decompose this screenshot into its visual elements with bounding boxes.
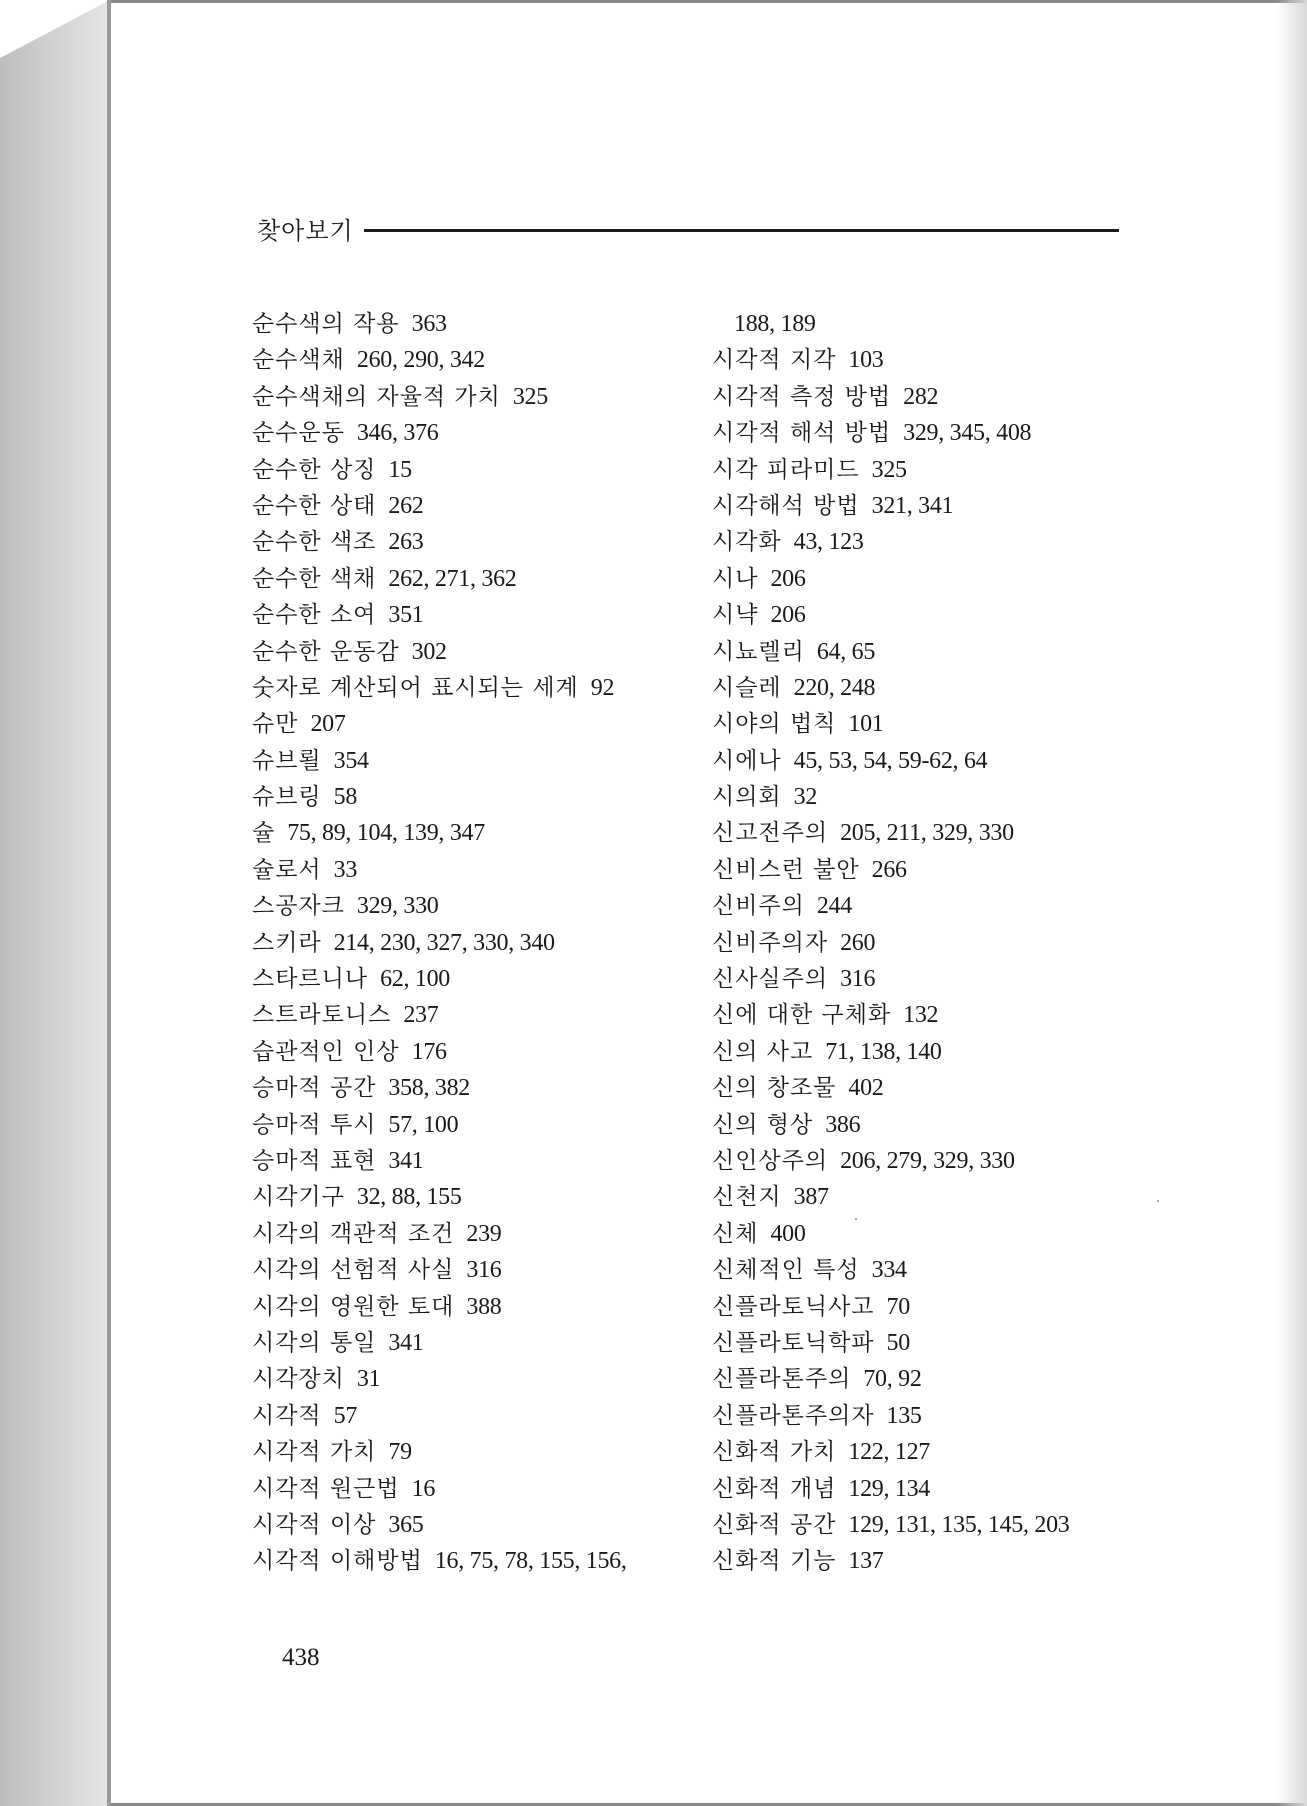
index-pages: 45, 53, 54, 59-62, 64	[793, 747, 988, 774]
index-entry	[252, 488, 722, 524]
index-pages: 135	[886, 1402, 922, 1429]
index-pages: 57	[333, 1402, 358, 1429]
index-entry	[252, 997, 722, 1033]
index-term: 신비주의자	[712, 929, 829, 956]
index-entry	[712, 961, 1182, 997]
index-term: 시각의 선험적 사실	[252, 1257, 455, 1284]
index-entry	[712, 779, 1182, 815]
index-term: 시각적	[252, 1402, 322, 1429]
index-term: 시에나	[712, 747, 782, 774]
index-entry	[252, 1252, 722, 1288]
index-entry	[252, 779, 722, 815]
index-pages: 50	[886, 1329, 910, 1356]
index-pages: 79	[388, 1439, 412, 1466]
index-pages: 206	[770, 602, 806, 629]
index-pages: 260	[840, 929, 876, 956]
index-entry	[712, 743, 1182, 779]
index-entry	[252, 1034, 722, 1070]
index-entry	[712, 597, 1182, 633]
index-pages: 205, 211, 329, 330	[840, 820, 1014, 847]
index-pages: 239	[466, 1220, 502, 1247]
index-entry	[712, 452, 1182, 488]
index-pages: 341	[388, 1147, 424, 1174]
index-term: 시각적 이해방법	[252, 1548, 423, 1575]
index-term: 스트라토니스	[252, 1002, 392, 1029]
index-term: 시뇨렐리	[712, 638, 805, 665]
index-entry	[252, 342, 722, 378]
index-entry	[712, 306, 1182, 342]
index-entry	[252, 1143, 722, 1179]
index-pages: 237	[403, 1002, 439, 1029]
index-entry	[252, 634, 722, 670]
index-pages: 15	[388, 456, 412, 483]
index-pages: 354	[333, 747, 369, 774]
index-entry	[252, 1434, 722, 1470]
index-term: 시각의 영원한 토대	[252, 1293, 455, 1320]
index-term: 시각적 측정 방법	[712, 383, 892, 410]
index-pages: 365	[388, 1511, 424, 1538]
index-pages: 260, 290, 342	[356, 347, 485, 374]
page-number: 438	[282, 1644, 320, 1671]
index-entry	[252, 452, 722, 488]
index-pages: 64, 65	[816, 638, 876, 665]
index-term: 순수한 색채	[252, 565, 377, 592]
index-term: 승마적 표현	[252, 1147, 377, 1174]
index-entry	[712, 1216, 1182, 1252]
index-term: 숫자로 계산되어 표시되는 세계	[252, 674, 579, 701]
index-pages: 33	[333, 856, 358, 883]
index-entry	[712, 1507, 1182, 1543]
index-entry	[252, 1398, 722, 1434]
index-pages: 351	[388, 602, 424, 629]
index-term: 시각적 원근법	[252, 1475, 400, 1502]
index-term: 신천지	[712, 1184, 782, 1211]
index-pages: 57, 100	[388, 1111, 459, 1138]
index-term: 신체	[712, 1220, 759, 1247]
index-term: 시슬레	[712, 674, 782, 701]
index-term: 시각의 객관적 조건	[252, 1220, 455, 1247]
index-term: 슈만	[252, 711, 299, 738]
index-term: 신비스런 불안	[712, 856, 860, 883]
index-pages: 62, 100	[380, 966, 450, 993]
index-entry	[712, 925, 1182, 961]
index-entry	[712, 1252, 1182, 1288]
index-pages: 101	[848, 711, 884, 738]
index-term: 신화적 공간	[712, 1511, 837, 1538]
page-right-shadow	[1277, 0, 1307, 1806]
running-header	[257, 208, 1119, 248]
index-entry	[252, 1179, 722, 1215]
index-pages: 263	[388, 529, 424, 556]
index-pages: 122, 127	[848, 1439, 931, 1466]
index-pages: 302	[411, 638, 447, 665]
header-rule	[364, 229, 1119, 232]
index-term: 스타르니나	[252, 966, 369, 993]
index-entry	[252, 852, 722, 888]
index-term: 시각의 통일	[252, 1329, 377, 1356]
index-pages: 70	[886, 1293, 910, 1320]
index-term: 슐로서	[252, 856, 322, 883]
index-term: 순수한 상징	[252, 456, 377, 483]
index-pages: 92	[590, 674, 615, 701]
page-top-border	[111, 0, 1307, 3]
index-entry	[252, 1216, 722, 1252]
index-term: 신화적 기능	[712, 1548, 837, 1575]
index-term: 신의 창조물	[712, 1075, 837, 1102]
index-term: 신사실주의	[712, 966, 829, 993]
index-entry	[712, 1107, 1182, 1143]
index-entry	[252, 1471, 722, 1507]
index-term: 신에 대한 구체화	[712, 1002, 892, 1029]
index-entry	[252, 743, 722, 779]
index-entry	[712, 1471, 1182, 1507]
index-pages: 31	[356, 1366, 381, 1393]
index-term: 시냑	[712, 602, 759, 629]
index-entry	[712, 852, 1182, 888]
index-pages: 402	[848, 1075, 884, 1102]
index-pages: 329, 345, 408	[903, 420, 1032, 447]
index-pages: 71, 138, 140	[825, 1038, 942, 1065]
index-pages: 334	[871, 1257, 907, 1284]
index-pages: 325	[512, 383, 548, 410]
index-entry	[712, 1361, 1182, 1397]
index-pages: 346, 376	[356, 420, 439, 447]
index-term: 신화적 개념	[712, 1475, 837, 1502]
index-term: 신의 사고	[712, 1038, 814, 1065]
index-term: 시각화	[712, 529, 782, 556]
index-entry	[712, 1034, 1182, 1070]
index-term: 신플라톤주의자	[712, 1402, 875, 1429]
index-pages: 262, 271, 362	[388, 565, 517, 592]
index-pages: 58	[333, 784, 358, 811]
index-entry	[252, 597, 722, 633]
index-pages: 132	[903, 1002, 939, 1029]
index-term: 순수색의 작용	[252, 311, 400, 337]
index-term: 신비주의	[712, 893, 805, 920]
index-term: 시각해석 방법	[712, 492, 860, 519]
index-term: 신플라톤주의	[712, 1366, 852, 1393]
index-entry	[252, 961, 722, 997]
index-pages: 400	[770, 1220, 806, 1247]
index-column-left	[252, 306, 722, 1580]
index-pages: 386	[825, 1111, 861, 1138]
index-term: 시각적 지각	[712, 347, 837, 374]
index-pages: 325	[871, 456, 907, 483]
index-entry	[712, 1179, 1182, 1215]
index-pages: 321, 341	[871, 492, 954, 519]
index-entry	[712, 1398, 1182, 1434]
index-term: 스공자크	[252, 893, 345, 920]
index-entry	[252, 1070, 722, 1106]
index-entry	[252, 1325, 722, 1361]
index-term: 신화적 가치	[712, 1439, 837, 1466]
index-entry	[712, 670, 1182, 706]
index-entry	[712, 342, 1182, 378]
index-entry	[252, 415, 722, 451]
index-term: 시야의 법칙	[712, 711, 837, 738]
index-term: 순수한 색조	[252, 529, 377, 556]
index-term: 순수색채	[252, 347, 345, 374]
index-pages: 316	[466, 1257, 502, 1284]
index-pages: 282	[903, 383, 939, 410]
index-term: 시각적 이상	[252, 1511, 377, 1538]
index-entry	[712, 634, 1182, 670]
index-term: 시각장치	[252, 1366, 345, 1393]
index-pages: 206	[770, 565, 806, 592]
index-term: 순수한 상태	[252, 492, 377, 519]
index-term: 순수운동	[252, 420, 345, 447]
index-entry	[712, 1289, 1182, 1325]
index-entry	[712, 888, 1182, 924]
index-pages: 176	[411, 1038, 447, 1065]
index-entry	[712, 1543, 1182, 1579]
index-entry	[712, 1325, 1182, 1361]
index-pages: 341	[388, 1329, 424, 1356]
header-title: 찾아보기	[257, 216, 354, 245]
index-column-right	[712, 306, 1182, 1580]
index-pages: 16	[411, 1475, 436, 1502]
index-term: 시각적 가치	[252, 1439, 377, 1466]
index-entry	[252, 1543, 722, 1579]
index-pages: 262	[388, 492, 424, 519]
index-term: 슈브링	[252, 784, 322, 811]
index-term: 시의회	[712, 784, 782, 811]
index-entry	[712, 524, 1182, 560]
index-entry	[712, 1434, 1182, 1470]
index-pages: 220, 248	[793, 674, 876, 701]
index-entry	[252, 306, 722, 342]
index-entry	[712, 997, 1182, 1033]
index-pages: 207	[310, 711, 346, 738]
index-term: 슈브뢸	[252, 747, 322, 774]
index-entry	[252, 670, 722, 706]
index-pages: 16, 75, 78, 155, 156,	[434, 1548, 627, 1575]
index-term: 습관적인 인상	[252, 1038, 400, 1065]
index-pages: 388	[466, 1293, 502, 1320]
index-entry	[252, 1289, 722, 1325]
index-term: 신플라토닉학파	[712, 1329, 875, 1356]
index-pages: 75, 89, 104, 139, 347	[287, 820, 485, 847]
index-entry	[712, 415, 1182, 451]
index-term: 순수색채의 자율적 가치	[252, 383, 501, 410]
index-entry	[712, 815, 1182, 851]
index-term: 시각적 해석 방법	[712, 420, 892, 447]
index-entry	[712, 379, 1182, 415]
index-term: 신인상주의	[712, 1147, 829, 1174]
index-pages: 363	[411, 311, 447, 337]
index-term: 순수한 운동감	[252, 638, 400, 665]
index-pages: 206, 279, 329, 330	[840, 1147, 1015, 1174]
index-entry	[252, 561, 722, 597]
index-term: 신고전주의	[712, 820, 829, 847]
index-term: 승마적 투시	[252, 1111, 377, 1138]
index-term: 슐	[252, 820, 276, 847]
index-term: 신체적인 특성	[712, 1257, 860, 1284]
index-pages: 387	[793, 1184, 829, 1211]
index-term: 시각기구	[252, 1184, 345, 1211]
index-pages: 266	[871, 856, 907, 883]
index-term: 승마적 공간	[252, 1075, 377, 1102]
index-entry	[252, 379, 722, 415]
index-term: 순수한 소여	[252, 602, 377, 629]
index-entry	[252, 1107, 722, 1143]
index-pages: 358, 382	[388, 1075, 471, 1102]
index-entry	[252, 815, 722, 851]
index-entry	[252, 1361, 722, 1397]
index-pages: 32, 88, 155	[356, 1184, 462, 1211]
index-entry	[252, 706, 722, 742]
index-pages: 129, 134	[848, 1475, 931, 1502]
index-pages: 214, 230, 327, 330, 340	[333, 929, 555, 956]
index-pages: 137	[848, 1548, 884, 1575]
index-pages: 32	[793, 784, 818, 811]
index-term: 시각 피라미드	[712, 456, 860, 483]
index-term: 스키라	[252, 929, 322, 956]
index-entry	[252, 888, 722, 924]
index-entry	[252, 524, 722, 560]
index-entry	[252, 1507, 722, 1543]
index-pages: 329, 330	[356, 893, 439, 920]
book-spine-edge	[0, 0, 110, 1806]
index-pages: 244	[816, 893, 852, 920]
index-pages: 70, 92	[863, 1366, 922, 1393]
index-pages: 43, 123	[793, 529, 864, 556]
index-entry	[712, 706, 1182, 742]
index-entry	[712, 561, 1182, 597]
index-entry	[252, 925, 722, 961]
index-entry	[712, 1143, 1182, 1179]
index-pages: 129, 131, 135, 145, 203	[848, 1511, 1070, 1538]
index-entry	[712, 1070, 1182, 1106]
index-term: 시나	[712, 565, 759, 592]
index-pages: 103	[848, 347, 884, 374]
index-term: 신플라토닉사고	[712, 1293, 875, 1320]
index-entry	[712, 488, 1182, 524]
index-term: 신의 형상	[712, 1111, 814, 1138]
index-pages: 188, 189	[734, 311, 816, 337]
index-pages: 316	[840, 966, 876, 993]
